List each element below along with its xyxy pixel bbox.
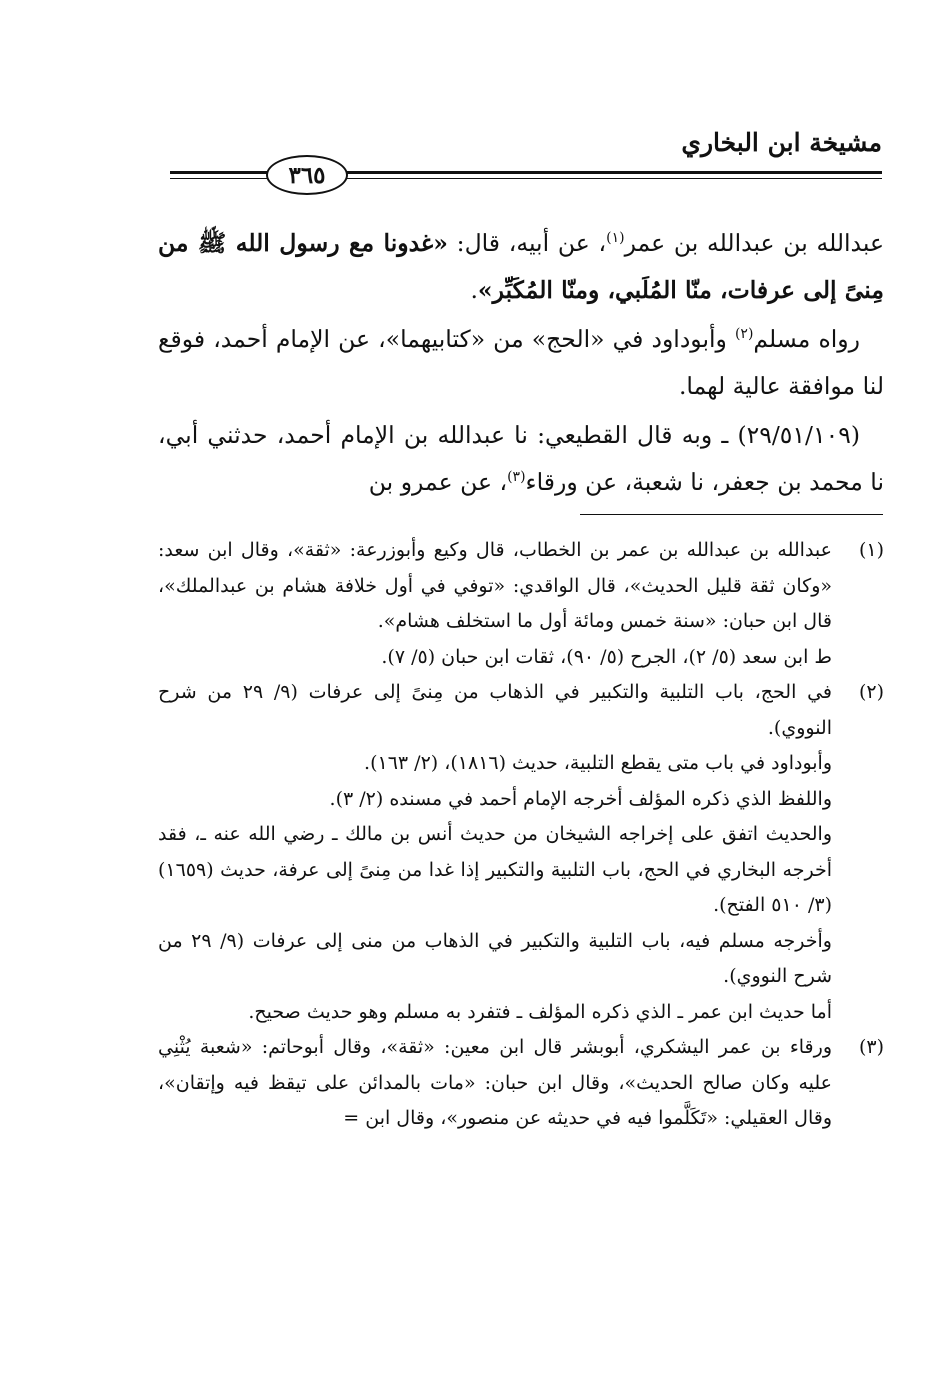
footnote-line: عبدالله بن عبدالله بن عمر بن الخطاب، قال وكيع وأبوزرعة: «ثقة»، وقال ابن سعد: «وكان ثقة قليل الحديث»، قال الواقدي: «توفي في أول خلافة هشام بن عبدالملك»، قال ابن حبان: «سنة خمس ومائة أول ما استخلف هشام». xyxy=(158,539,832,632)
footnote-body xyxy=(158,675,832,1030)
footnote-line: وأبوداود في باب متى يقطع التلبية، حديث (١٨١٦)، (٢/ ١٦٣). xyxy=(364,752,832,774)
paragraph-hadith xyxy=(158,220,884,313)
book-title: مشيخة ابن البخاري xyxy=(681,128,882,157)
footnote-ref-3[interactable]: (٣) xyxy=(507,468,526,485)
footnote-separator xyxy=(580,514,883,515)
footnote-body xyxy=(158,1030,832,1137)
text-run: (٢٩/٥١/١٠٩) ـ وبه قال القطيعي: نا عبدالله بن الإمام أحمد، حدثني أبي، نا محمد بن جعفر، نا شعبة، عن ورقاء xyxy=(158,421,884,496)
footnote-number: (٣) xyxy=(858,1036,884,1058)
text-run: وأبوداود في «الحج» من «كتابيهما»، عن الإمام أحمد، فوقع لنا موافقة عالية لهما. xyxy=(158,325,884,400)
footnote-2 xyxy=(158,675,884,1030)
footnote-line: وأخرجه مسلم فيه، باب التلبية والتكبير في الذهاب من منى إلى عرفات (٩/ ٢٩ من شرح النووي). xyxy=(158,929,832,987)
footnote-number: (١) xyxy=(858,539,884,561)
footnotes xyxy=(158,533,884,1137)
footnote-ref-2[interactable]: (٢) xyxy=(734,326,754,343)
text-run: . xyxy=(470,275,478,304)
text-run: ، عن أبيه، قال: xyxy=(447,229,607,257)
main-text xyxy=(158,220,884,505)
page-header xyxy=(170,128,882,188)
footnote-3 xyxy=(158,1030,884,1137)
text-run: رواه مسلم xyxy=(753,325,861,353)
footnote-line: أما حديث ابن عمر ـ الذي ذكره المؤلف ـ فتفرد به مسلم وهو حديث صحيح. xyxy=(248,1000,832,1023)
paragraph-takhrij xyxy=(158,316,884,409)
footnote-ref-1[interactable]: (١) xyxy=(606,230,625,247)
footnote-line: واللفظ الذي ذكره المؤلف أخرجه الإمام أحمد في مسنده (٢/ ٣). xyxy=(329,787,832,810)
footnote-number: (٢) xyxy=(858,681,884,703)
footnote-line: والحديث اتفق على إخراجه الشيخان من حديث أنس بن مالك ـ رضي الله عنه ـ، فقد أخرجه البخاري في الحج، باب التلبية والتكبير إذا غدا من مِنىً إلى عرفة، حديث (١٦٥٩) (٣/ ٥١٠ الفتح). xyxy=(158,823,832,916)
footnote-line: ورقاء بن عمر اليشكري، أبوبشر قال ابن معين: «ثقة»، وقال أبوحاتم: «شعبة يُثْنِي عليه وكان صالح الحديث»، وقال ابن حبان: «مات بالمدائن على تيقظ فيه وإتقان»، وقال العقيلي: «تَكَلَّموا فيه في حديثه عن منصور»، وقال ابن = xyxy=(158,1036,832,1129)
hadith-text: «غدونا مع رسول الله ﷺ من مِنىً إلى عرفات، منّا المُلَبي، ومنّا المُكَبِّر» xyxy=(158,229,884,304)
footnote-body xyxy=(158,533,832,675)
paragraph-isnad xyxy=(158,412,884,505)
page-number: ٣٦٥ xyxy=(266,155,348,195)
text-run: ، عن عمرو بن xyxy=(368,467,508,496)
footnote-line: في الحج، باب التلبية والتكبير في الذهاب من مِنىً إلى عرفات (٩/ ٢٩ من شرح النووي). xyxy=(158,681,833,739)
footnote-1 xyxy=(158,533,884,675)
text-run: عبدالله بن عبدالله بن عمر xyxy=(624,229,884,257)
footnote-line: ط ابن سعد (٥/ ٢)، الجرح (٥/ ٩٠)، ثقات ابن حبان (٥/ ٧). xyxy=(381,645,832,668)
